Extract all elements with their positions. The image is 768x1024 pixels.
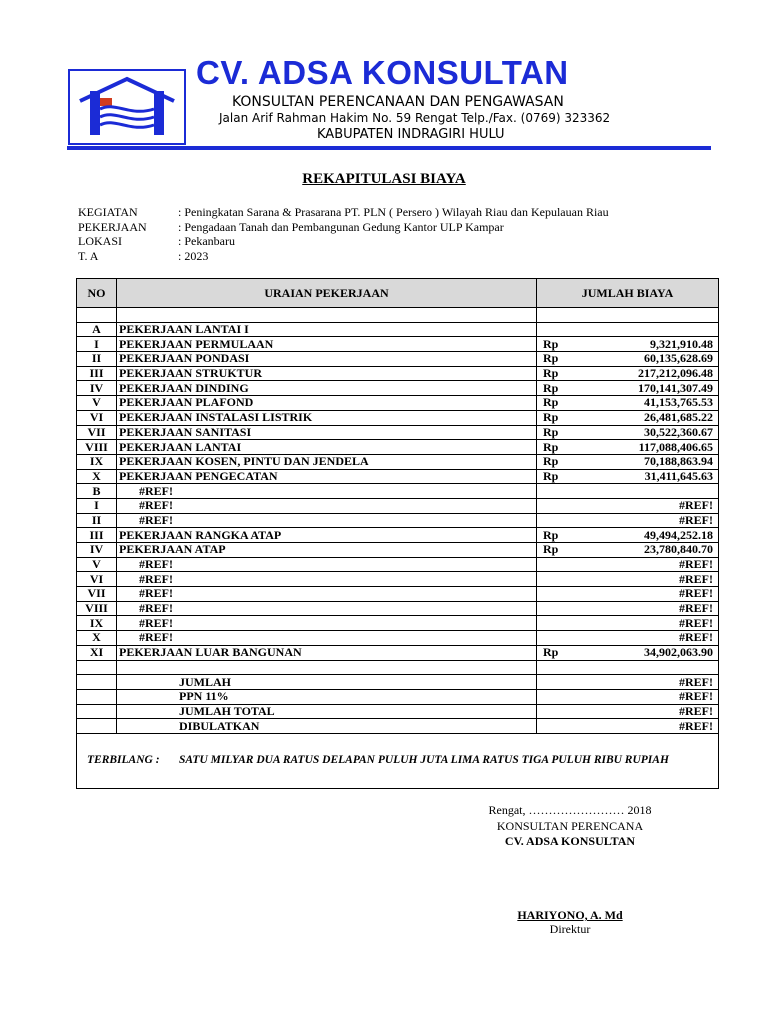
row-number <box>77 308 117 323</box>
row-amount-cell <box>537 410 719 425</box>
table-row <box>77 425 719 440</box>
row-description: PEKERJAAN STRUKTUR <box>117 366 537 381</box>
table-body <box>77 308 719 734</box>
currency-label: Rp <box>543 454 559 469</box>
amount-value: #REF! <box>679 674 713 689</box>
row-number: V <box>77 396 117 411</box>
table-row <box>77 631 719 646</box>
table-row <box>77 513 719 528</box>
amount-value: 23,780,840.70 <box>644 542 713 557</box>
row-amount-cell <box>537 337 719 352</box>
table-row <box>77 689 719 704</box>
table-row <box>77 719 719 734</box>
currency-label: Rp <box>543 351 559 366</box>
house-wave-logo-icon <box>70 71 184 143</box>
row-description: PEKERJAAN ATAP <box>117 543 537 558</box>
row-amount-cell <box>537 396 719 411</box>
currency-label: Rp <box>543 366 559 381</box>
row-description: JUMLAH TOTAL <box>117 704 537 719</box>
document-title: REKAPITULASI BIAYA <box>302 171 466 187</box>
info-row-kegiatan <box>78 205 609 220</box>
row-number: IV <box>77 381 117 396</box>
row-number: IX <box>77 616 117 631</box>
row-amount-cell <box>537 381 719 396</box>
table-row <box>77 484 719 499</box>
amount-value: 31,411,645.63 <box>644 469 713 483</box>
amount-value: #REF! <box>679 718 713 733</box>
company-regency: KABUPATEN INDRAGIRI HULU <box>317 127 505 142</box>
amount-value: #REF! <box>679 571 713 586</box>
row-amount-cell <box>537 440 719 455</box>
row-number <box>77 660 117 675</box>
amount-value: 117,088,406.65 <box>638 439 713 454</box>
table-row <box>77 660 719 675</box>
terbilang-cell <box>77 733 719 788</box>
row-amount-cell <box>537 557 719 572</box>
table-row <box>77 308 719 323</box>
currency-label: Rp <box>543 395 559 410</box>
row-number: VII <box>77 425 117 440</box>
info-label: LOKASI <box>78 234 122 249</box>
row-number: III <box>77 366 117 381</box>
row-amount-cell <box>537 322 719 337</box>
company-address: Jalan Arif Rahman Hakim No. 59 Rengat Telp./Fax. (0769) 323362 <box>219 111 611 125</box>
project-info <box>78 205 609 264</box>
row-number: II <box>77 352 117 367</box>
row-number: X <box>77 631 117 646</box>
info-value: : Peningkatan Sarana & Prasarana PT. PLN ( Persero ) Wilayah Riau dan Kepulauan Riau <box>178 205 609 219</box>
table-row <box>77 410 719 425</box>
amount-value: 41,153,765.53 <box>644 395 713 410</box>
amount-value: 60,135,628.69 <box>644 351 713 366</box>
table-row <box>77 572 719 587</box>
amount-value: #REF! <box>679 615 713 630</box>
row-description: PEKERJAAN PONDASI <box>117 352 537 367</box>
terbilang-text: SATU MILYAR DUA RATUS DELAPAN PULUH JUTA LIMA RATUS TIGA PULUH RIBU RUPIAH <box>179 754 669 767</box>
row-amount-cell <box>537 631 719 646</box>
row-amount-cell <box>537 498 719 513</box>
info-label: PEKERJAAN <box>78 219 147 234</box>
row-amount-cell <box>537 601 719 616</box>
row-amount-cell <box>537 587 719 602</box>
terbilang-row <box>77 733 719 788</box>
currency-label: Rp <box>543 380 559 395</box>
row-number <box>77 689 117 704</box>
row-amount-cell <box>537 352 719 367</box>
row-description: #REF! <box>117 557 537 572</box>
letterhead-divider <box>67 146 711 150</box>
row-amount-cell <box>537 528 719 543</box>
amount-value: 49,494,252.18 <box>644 527 713 542</box>
header-description: URAIAN PEKERJAAN <box>117 279 537 308</box>
info-value: : Pengadaan Tanah dan Pembangunan Gedung Kantor ULP Kampar <box>178 219 504 234</box>
table-row <box>77 528 719 543</box>
table-row <box>77 366 719 381</box>
row-amount-cell <box>537 425 719 440</box>
table-row <box>77 454 719 469</box>
table-row <box>77 543 719 558</box>
row-number: VIII <box>77 601 117 616</box>
row-number: VI <box>77 572 117 587</box>
row-number: VI <box>77 410 117 425</box>
row-number: XI <box>77 645 117 660</box>
currency-label: Rp <box>543 469 559 483</box>
row-number: B <box>77 484 117 499</box>
signatory-title: Direktur <box>549 922 591 936</box>
info-value: : 2023 <box>178 249 209 264</box>
amount-value: 170,141,307.49 <box>638 380 713 395</box>
row-number: II <box>77 513 117 528</box>
row-number: I <box>77 498 117 513</box>
amount-value: #REF! <box>679 557 713 572</box>
amount-value: 9,321,910.48 <box>650 336 713 351</box>
row-description: PEKERJAAN RANGKA ATAP <box>117 528 537 543</box>
row-description: PEKERJAAN LANTAI <box>117 440 537 455</box>
row-number <box>77 719 117 734</box>
row-description <box>117 660 537 675</box>
row-amount-cell <box>537 366 719 381</box>
row-description: #REF! <box>117 587 537 602</box>
row-description: #REF! <box>117 601 537 616</box>
table-row <box>77 645 719 660</box>
table-row <box>77 587 719 602</box>
row-description: PEKERJAAN KOSEN, PINTU DAN JENDELA <box>117 454 537 469</box>
row-description: PEKERJAAN DINDING <box>117 381 537 396</box>
info-row-lokasi <box>78 234 609 249</box>
header-amount: JUMLAH BIAYA <box>537 279 719 308</box>
amount-value: #REF! <box>679 601 713 616</box>
row-description: PEKERJAAN LANTAI I <box>117 322 537 337</box>
currency-label: Rp <box>543 439 559 454</box>
row-description: #REF! <box>117 513 537 528</box>
row-amount-cell <box>537 660 719 675</box>
row-number: IV <box>77 543 117 558</box>
row-number: X <box>77 469 117 484</box>
row-description: PEKERJAAN PENGECATAN <box>117 469 537 484</box>
signature-date: Rengat, …………………… 2018 <box>488 803 652 817</box>
row-number: IX <box>77 454 117 469</box>
amount-value: #REF! <box>679 586 713 601</box>
row-amount-cell <box>537 484 719 499</box>
amount-value: #REF! <box>679 689 713 704</box>
row-amount-cell <box>537 689 719 704</box>
row-number <box>77 704 117 719</box>
row-number: III <box>77 528 117 543</box>
row-description: PEKERJAAN PLAFOND <box>117 396 537 411</box>
amount-value: 70,188,863.94 <box>644 454 713 469</box>
table-row <box>77 704 719 719</box>
terbilang-label: TERBILANG : <box>87 754 160 767</box>
row-amount-cell <box>537 704 719 719</box>
row-number: V <box>77 557 117 572</box>
row-description <box>117 308 537 323</box>
table-row <box>77 469 719 484</box>
cost-recap-table <box>76 278 719 789</box>
row-number: A <box>77 322 117 337</box>
row-description: #REF! <box>117 572 537 587</box>
table-row <box>77 381 719 396</box>
row-description: JUMLAH <box>117 675 537 690</box>
amount-value: #REF! <box>679 704 713 718</box>
row-number: VII <box>77 587 117 602</box>
amount-value: 26,481,685.22 <box>644 410 713 425</box>
row-number: I <box>77 337 117 352</box>
currency-label: Rp <box>543 410 559 425</box>
header-no: NO <box>77 279 117 308</box>
signatory-name: HARIYONO, A. Md <box>517 908 623 922</box>
row-amount-cell <box>537 719 719 734</box>
currency-label: Rp <box>543 425 559 439</box>
row-description: PPN 11% <box>117 689 537 704</box>
info-value: : Pekanbaru <box>178 234 235 249</box>
table-row <box>77 498 719 513</box>
table-row <box>77 675 719 690</box>
row-amount-cell <box>537 308 719 323</box>
currency-label: Rp <box>543 527 559 542</box>
table-header-row <box>77 279 719 308</box>
amount-value: 34,902,063.90 <box>644 645 713 660</box>
row-description: #REF! <box>117 498 537 513</box>
company-name: CV. ADSA KONSULTAN <box>196 54 569 91</box>
table-row <box>77 601 719 616</box>
info-row-ta <box>78 249 609 264</box>
row-description: DIBULATKAN <box>117 719 537 734</box>
company-logo <box>68 69 186 145</box>
currency-label: Rp <box>543 542 559 557</box>
table-row <box>77 557 719 572</box>
table-row <box>77 337 719 352</box>
row-description: PEKERJAAN SANITASI <box>117 425 537 440</box>
signature-role: KONSULTAN PERENCANA <box>496 819 644 833</box>
table-row <box>77 616 719 631</box>
row-number: VIII <box>77 440 117 455</box>
amount-value: #REF! <box>679 630 713 645</box>
row-description: PEKERJAAN LUAR BANGUNAN <box>117 645 537 660</box>
row-amount-cell <box>537 572 719 587</box>
row-amount-cell <box>537 513 719 528</box>
amount-value: 217,212,096.48 <box>638 366 713 381</box>
currency-label: Rp <box>543 645 559 660</box>
row-amount-cell <box>537 543 719 558</box>
table-row <box>77 352 719 367</box>
info-label: KEGIATAN <box>78 205 138 219</box>
row-description: #REF! <box>117 631 537 646</box>
company-subtitle: KONSULTAN PERENCANAAN DAN PENGAWASAN <box>232 94 564 110</box>
row-amount-cell <box>537 454 719 469</box>
row-amount-cell <box>537 675 719 690</box>
amount-value: #REF! <box>679 513 713 527</box>
row-description: #REF! <box>117 484 537 499</box>
row-amount-cell <box>537 645 719 660</box>
row-description: PEKERJAAN PERMULAAN <box>117 337 537 352</box>
row-description: PEKERJAAN INSTALASI LISTRIK <box>117 410 537 425</box>
row-number <box>77 675 117 690</box>
table-row <box>77 440 719 455</box>
info-row-pekerjaan <box>78 220 609 235</box>
currency-label: Rp <box>543 336 559 351</box>
amount-value: 30,522,360.67 <box>644 425 713 439</box>
row-description: #REF! <box>117 616 537 631</box>
row-amount-cell <box>537 616 719 631</box>
info-label: T. A <box>78 249 99 264</box>
amount-value: #REF! <box>679 498 713 513</box>
table-row <box>77 322 719 337</box>
row-amount-cell <box>537 469 719 484</box>
signature-company: CV. ADSA KONSULTAN <box>504 834 636 848</box>
table-row <box>77 396 719 411</box>
